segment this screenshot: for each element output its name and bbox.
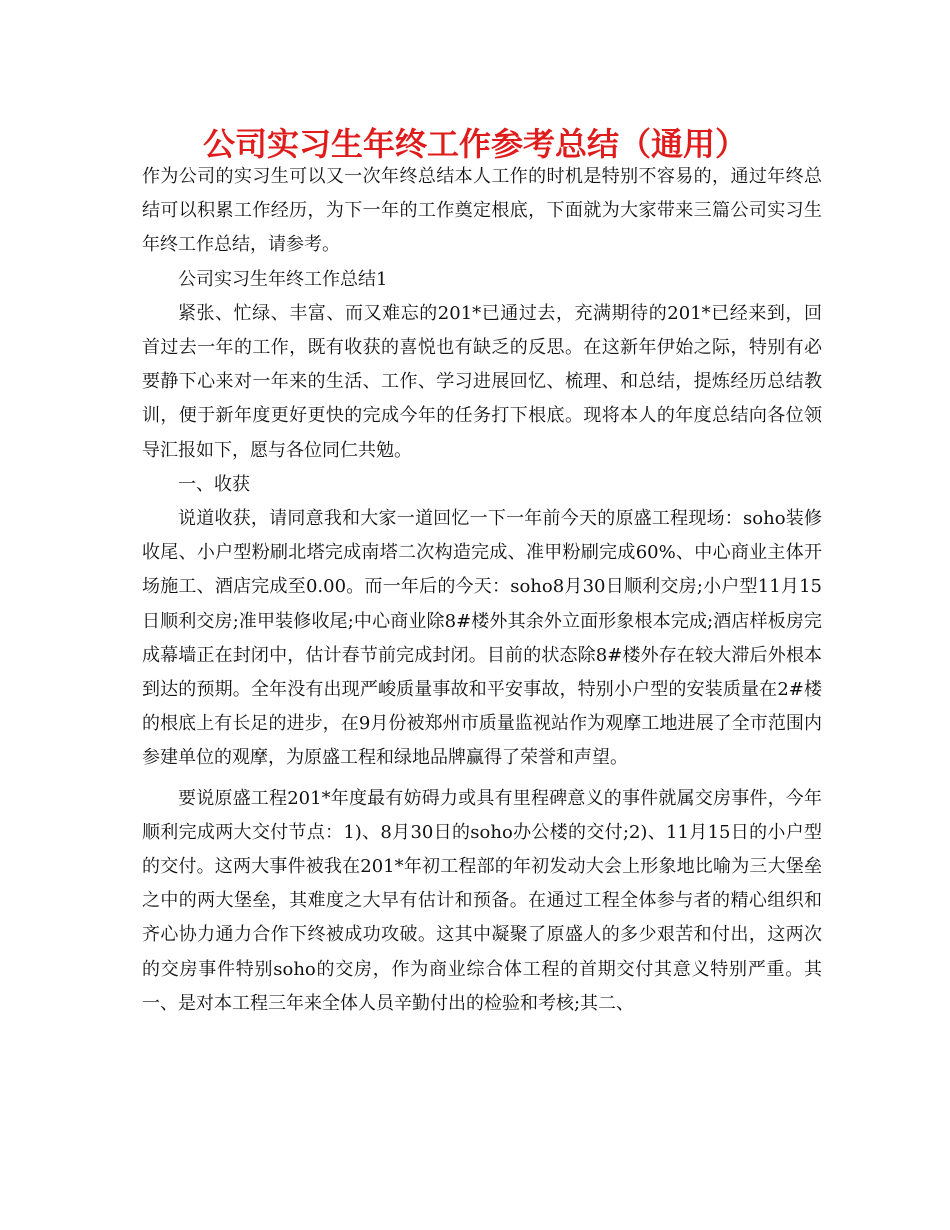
- document-body: [142, 160, 822, 1021]
- section-heading-harvest: 一、收获: [178, 473, 250, 495]
- body-paragraph: 要说原盛工程201*年度最有妨碍力或具有里程碑意义的事件就属交房事件，今年顺利完成两大交付节点：1)、8月30日的soho办公楼的交付;2)、11月15日的小户型的交付。这两大事件被我在201*年初工程部的年初发动大会上形象地比喻为三大堡垒之中的两大堡垒，其难度之大早有估计和预备。在通过工程全体参与者的精心组织和齐心协力通力合作下终被成功攻破。这其中凝聚了原盛人的多少艰苦和付出，这两次的交房事件特别soho的交房，作为商业综合体工程的首期交付其意义特别严重。其一、是对本工程三年来全体人员辛勤付出的检验和考核;其二、: [142, 787, 822, 1014]
- section-heading-summary-1: 公司实习生年终工作总结1: [178, 268, 388, 290]
- body-paragraph: 说道收获，请同意我和大家一道回忆一下一年前今天的原盛工程现场：soho装修收尾、小户型粉刷北塔完成南塔二次构造完成、准甲粉刷完成60%、中心商业主体开场施工、酒店完成至0.00。而一年后的今天：soho8月30日顺利交房;小户型11月15日顺利交房;准甲装修收尾;中心商业除8#楼外其余外立面形象根本完成;酒店样板房完成幕墙正在封闭中，估计春节前完成封闭。目前的状态除8#楼外存在较大滞后外根本到达的预期。全年没有出现严峻质量事故和平安事故，特别小户型的安装质量在2#楼的根底上有长足的进步，在9月份被郑州市质量监视站作为观摩工地进展了全市范围内参建单位的观摩，为原盛工程和绿地品牌赢得了荣誉和声望。: [142, 508, 822, 769]
- body-paragraph: 紧张、忙绿、丰富、而又难忘的201*已通过去，充满期待的201*已经来到，回首过去一年的工作，既有收获的喜悦也有缺乏的反思。在这新年伊始之际，特别有必要静下心来对一年来的生活、工作、学习进展回忆、梳理、和总结，提炼经历总结教训，便于新年度更好更快的完成今年的任务打下根底。现将本人的年度总结向各位领导汇报如下，愿与各位同仁共勉。: [142, 302, 822, 461]
- document-title: 公司实习生年终工作参考总结（通用）: [202, 125, 747, 163]
- intro-paragraph: 作为公司的实习生可以又一次年终总结本人工作的时机是特别不容易的，通过年终总结可以积累工作经历，为下一年的工作奠定根底，下面就为大家带来三篇公司实习生年终工作总结，请参考。: [142, 166, 822, 256]
